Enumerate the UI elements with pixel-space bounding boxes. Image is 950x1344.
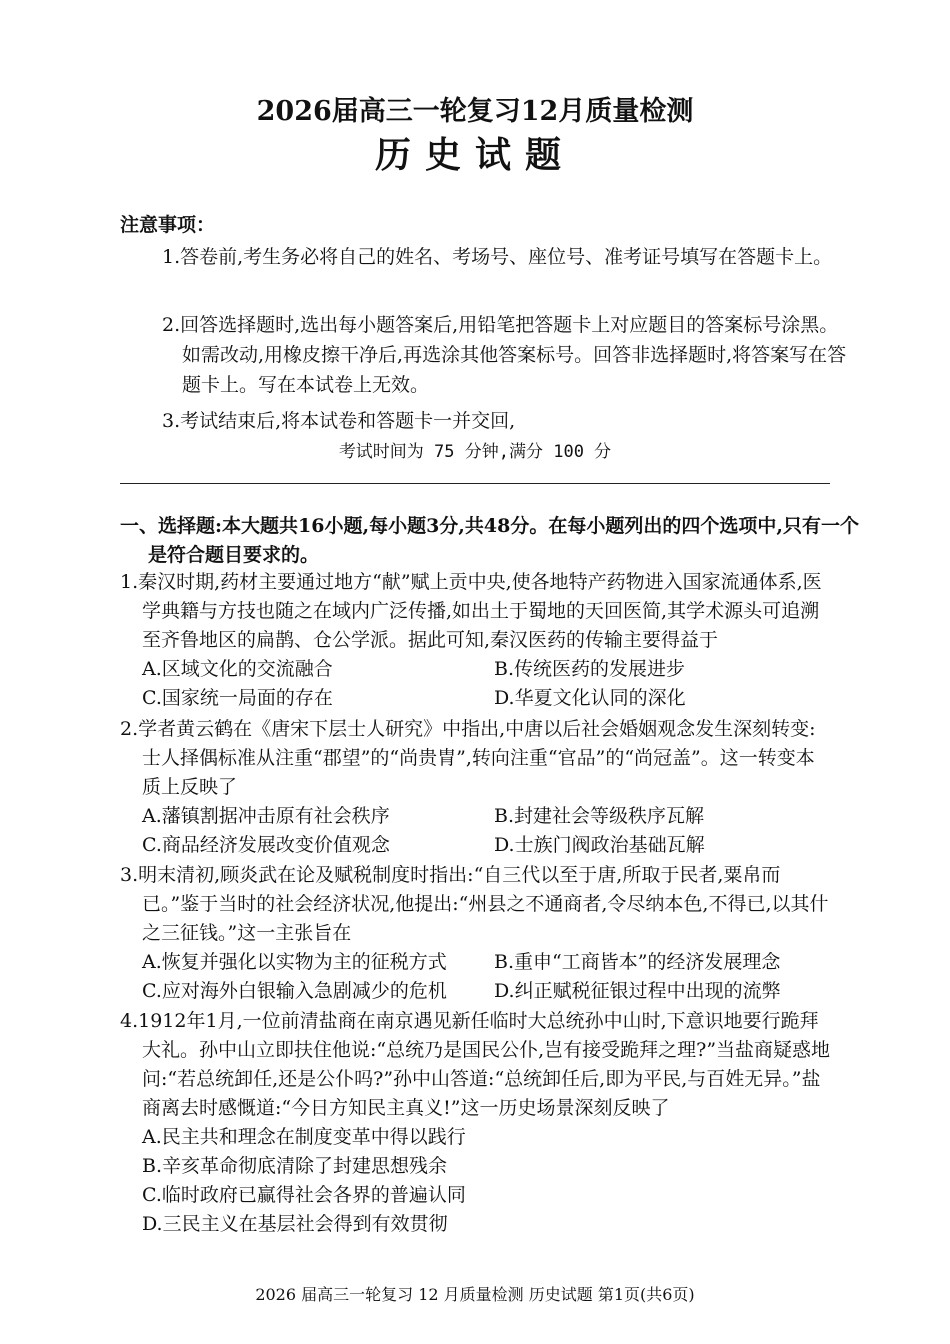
- page-footer: 2026 届高三一轮复习 12 月质量检测 历史试题 第1页(共6页): [255, 1285, 695, 1304]
- option-c: C.国家统一局面的存在: [142, 687, 333, 709]
- option-b: B.封建社会等级秩序瓦解: [494, 805, 705, 827]
- option-c: C.应对海外白银输入急剧减少的危机: [142, 980, 447, 1002]
- option-list: [120, 802, 832, 860]
- question-1: [120, 568, 832, 713]
- option-c: C.临时政府已赢得社会各界的普遍认同: [142, 1184, 466, 1206]
- question-stem: 1.秦汉时期,药材主要通过地方“献”赋上贡中央,使各地特产药物进入国家流通体系,医学典籍与方技也随之在域内广泛传播,如出土于蜀地的天回医简,其学术源头可追溯至齐鲁地区的扁鹊、仓公学派。据此可知,秦汉医药的传输主要得益于: [120, 571, 822, 651]
- option-c: C.商品经济发展改变价值观念: [142, 834, 390, 856]
- section-divider: [120, 483, 830, 484]
- option-list: [120, 948, 832, 1006]
- option-a: A.民主共和理念在制度变革中得以践行: [142, 1126, 466, 1148]
- option-b: B.重申“工商皆本”的经济发展理念: [494, 951, 781, 973]
- section-heading: 一、选择题:本大题共16小题,每小题3分,共48分。在每小题列出的四个选项中,只有一个是符合题目要求的。: [120, 515, 859, 566]
- question-stem: 3.明末清初,顾炎武在论及赋税制度时指出:“自三代以至于唐,所取于民者,粟帛而已。”鉴于当时的社会经济状况,他提出:“州县之不通商者,令尽纳本色,不得已,以其什之三征钱。”这一主张旨在: [120, 864, 829, 944]
- notes-heading: 注意事项：: [120, 214, 216, 236]
- note-item-2: 2.回答选择题时,选出每小题答案后,用铅笔把答题卡上对应题目的答案标号涂黑。如需改动,用橡皮擦干净后,再选涂其他答案标号。回答非选择题时,将答案写在答题卡上。写在本试卷上无效。: [162, 314, 847, 396]
- option-a: A.区域文化的交流融合: [142, 658, 333, 680]
- question-stem: 4.1912年1月,一位前清盐商在南京遇见新任临时大总统孙中山时,下意识地要行跪拜大礼。孙中山立即扶住他说:“总统乃是国民公仆,岂有接受跪拜之理?”当盐商疑惑地问:“若总统卸任,还是公仆吗?”孙中山答道:“总统卸任后,即为平民,与百姓无异。”盐商离去时感慨道:“今日方知民主真义!”这一历史场景深刻反映了: [120, 1010, 831, 1119]
- option-list: [120, 1123, 832, 1239]
- option-b: B.辛亥革命彻底清除了封建思想残余: [142, 1155, 448, 1177]
- note-item-3: 3.考试结束后,将本试卷和答题卡一并交回,: [162, 410, 516, 432]
- note-item-1: 1.答卷前,考生务必将自己的姓名、考场号、座位号、准考证号填写在答题卡上。: [162, 246, 833, 268]
- question-4: [120, 1007, 832, 1239]
- option-b: B.传统医药的发展进步: [494, 658, 686, 680]
- option-a: A.藩镇割据冲击原有社会秩序: [142, 805, 390, 827]
- exam-time-note: 考试时间为 75 分钟,满分 100 分: [338, 442, 612, 462]
- option-d: D.纠正赋税征银过程中出现的流弊: [494, 980, 781, 1002]
- option-d: D.华夏文化认同的深化: [494, 687, 686, 709]
- exam-title: 2026届高三一轮复习12月质量检测: [256, 96, 694, 127]
- option-list: [120, 655, 832, 713]
- subject-title: 历史试题: [374, 134, 575, 176]
- question-3: [120, 861, 832, 1006]
- option-d: D.三民主义在基层社会得到有效贯彻: [142, 1213, 448, 1235]
- option-d: D.士族门阀政治基础瓦解: [494, 834, 705, 856]
- option-a: A.恢复并强化以实物为主的征税方式: [142, 951, 447, 973]
- question-stem: 2.学者黄云鹤在《唐宋下层士人研究》中指出,中唐以后社会婚姻观念发生深刻转变:士人择偶标准从注重“郡望”的“尚贵胄”,转向注重“官品”的“尚冠盖”。这一转变本质上反映了: [120, 718, 816, 798]
- question-2: [120, 715, 832, 860]
